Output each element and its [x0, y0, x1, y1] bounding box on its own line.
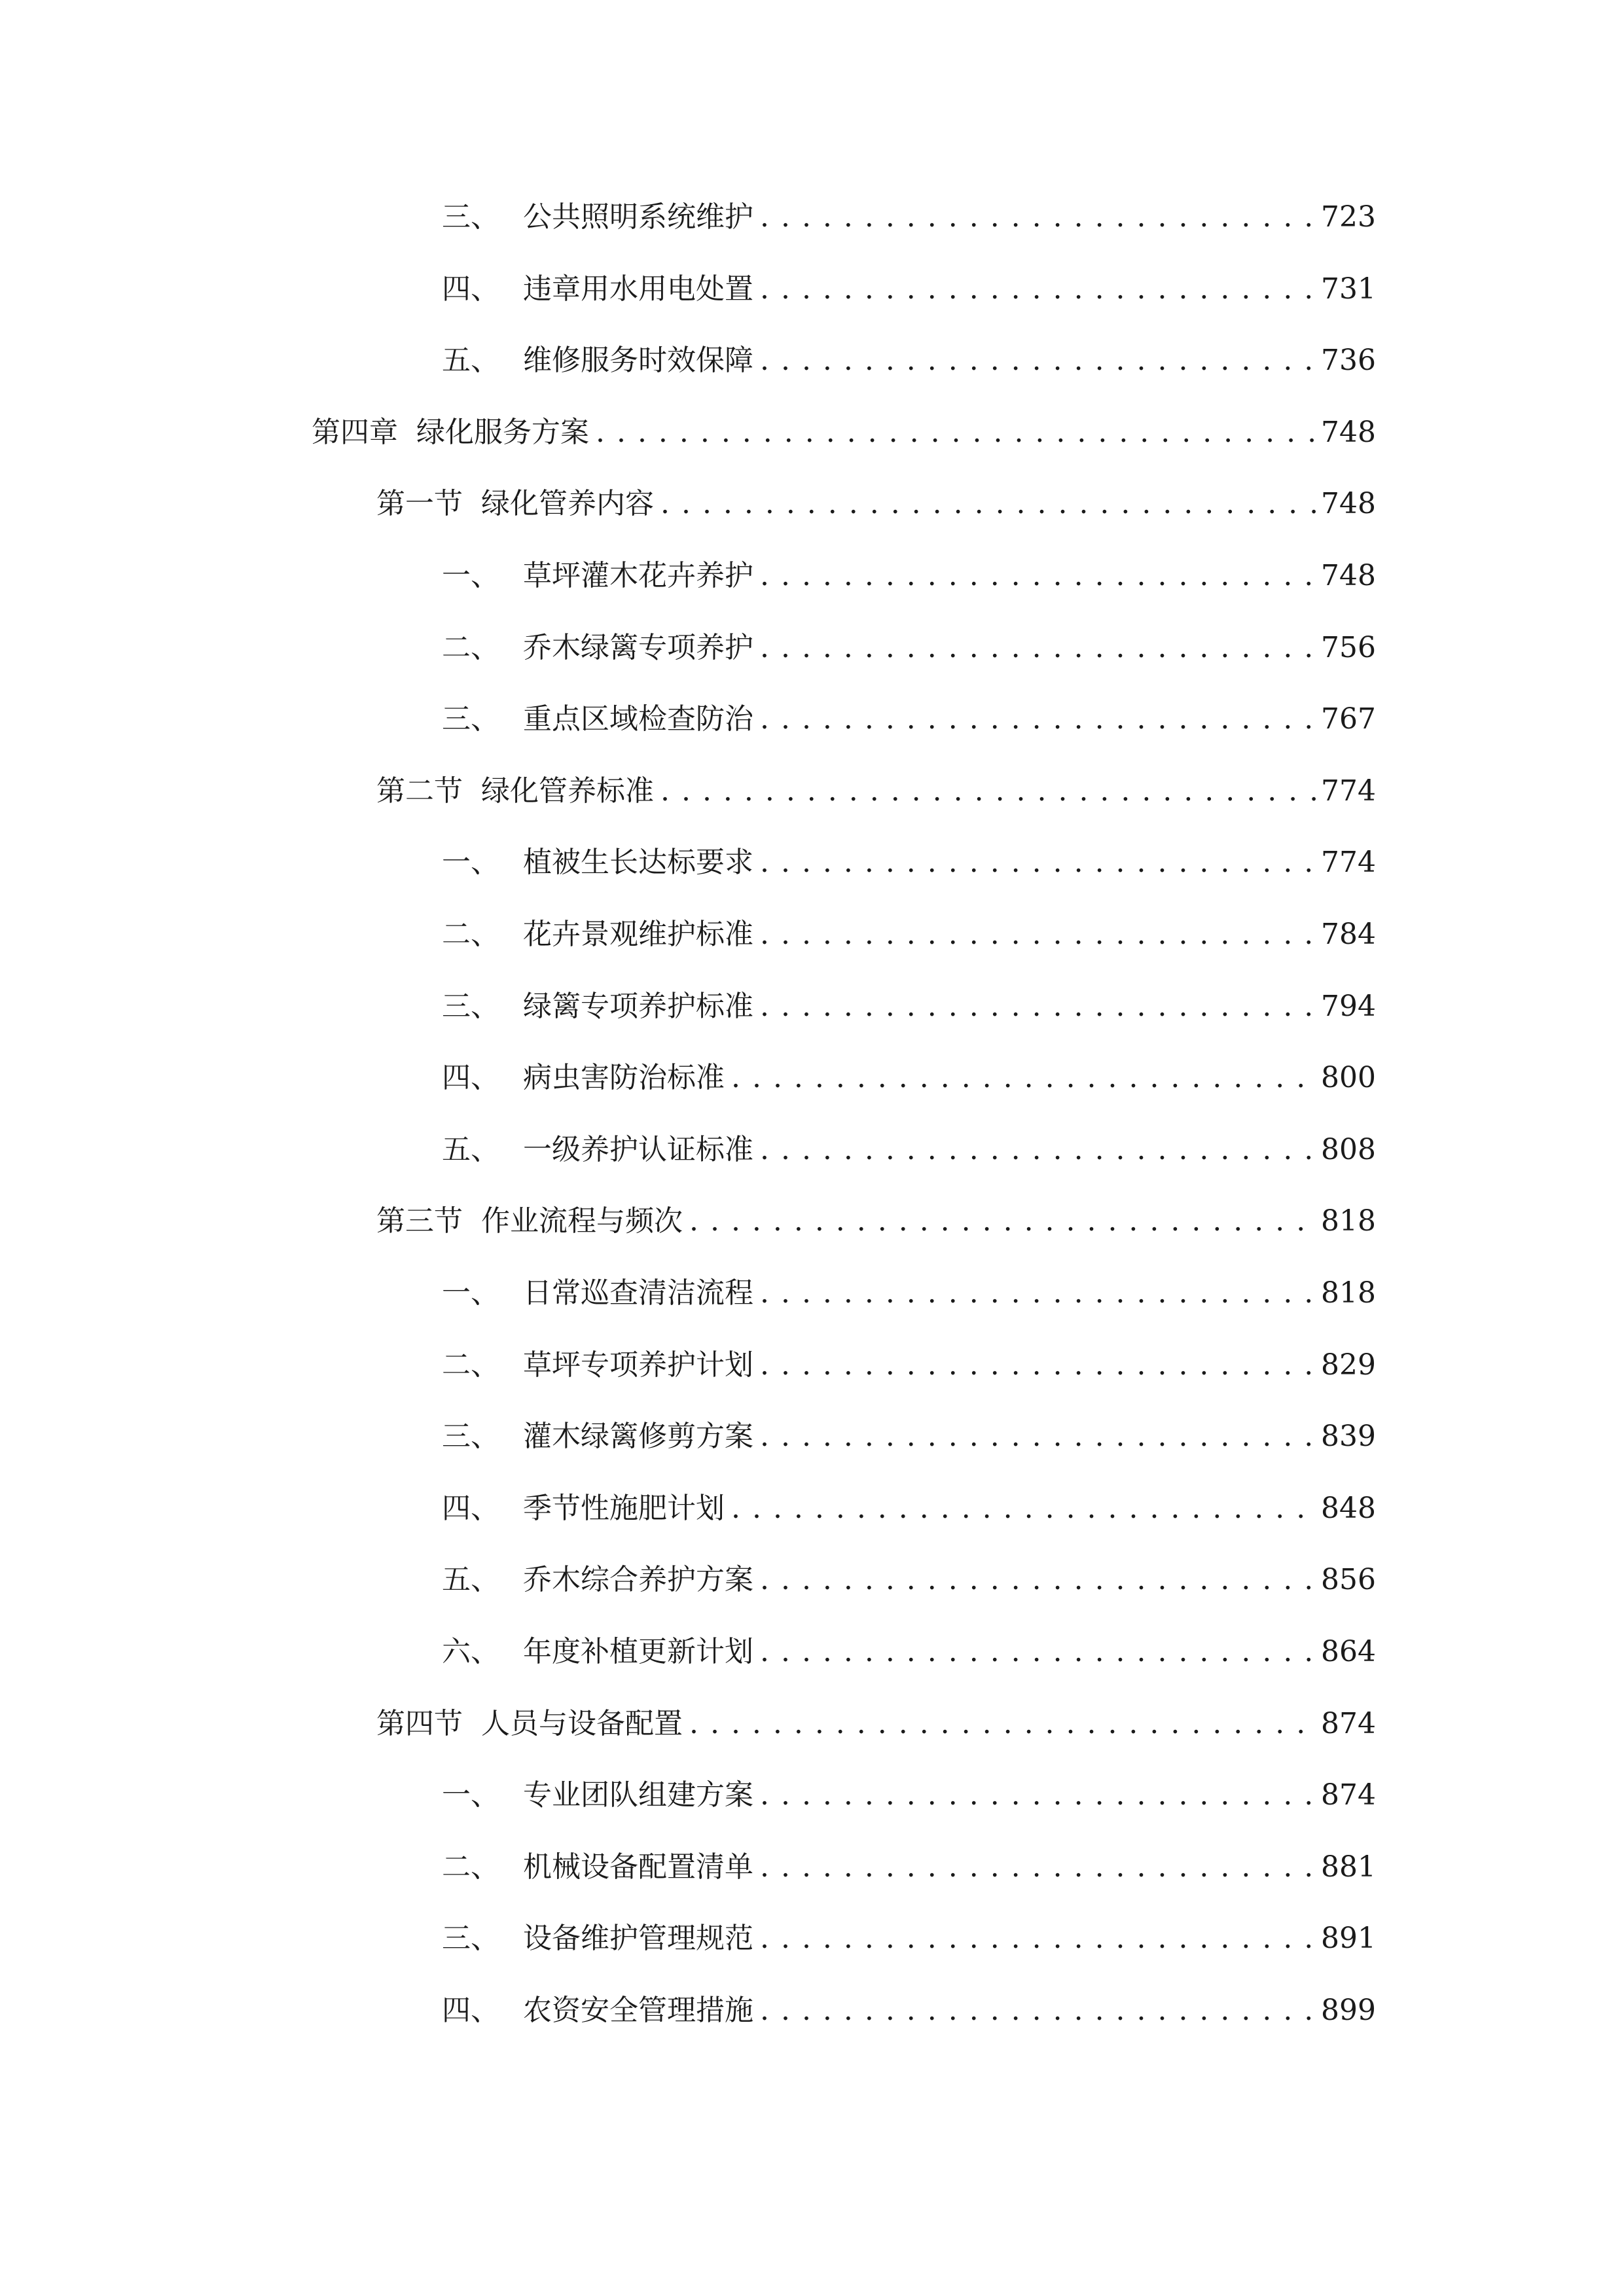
toc-dot-leader	[760, 908, 1316, 961]
toc-dot-leader	[760, 334, 1316, 387]
toc-page-number: 723	[1321, 200, 1376, 234]
toc-entry-number: 三、	[442, 990, 499, 1023]
toc-entry-title: 重点区域检查防治	[523, 702, 753, 736]
toc-dot-leader	[760, 1912, 1316, 1965]
toc-page-number: 818	[1321, 1204, 1376, 1238]
toc-entry-number: 四、	[442, 272, 499, 306]
toc-entry[interactable]	[312, 406, 1376, 459]
toc-dot-leader	[760, 836, 1316, 889]
toc-entry-number: 第四节	[376, 1707, 463, 1740]
toc-page-number: 784	[1321, 918, 1376, 951]
toc-page-number: 839	[1321, 1420, 1376, 1453]
toc-entry-number: 二、	[442, 918, 499, 951]
toc-page-number: 848	[1321, 1492, 1376, 1525]
toc-dot-leader	[596, 406, 1316, 459]
toc-entry-number: 三、	[442, 1922, 499, 1955]
toc-page-number: 794	[1321, 990, 1376, 1023]
toc-entry[interactable]	[442, 693, 1376, 745]
toc-entry-number: 一、	[442, 1276, 499, 1310]
toc-dot-leader	[760, 263, 1316, 315]
toc-entry-title: 草坪专项养护计划	[523, 1348, 753, 1382]
toc-dot-leader	[760, 1554, 1316, 1606]
toc-entry-number: 一、	[442, 846, 499, 879]
toc-dot-leader	[760, 980, 1316, 1033]
toc-entry-title: 草坪灌木花卉养护	[523, 559, 753, 592]
toc-page-number: 756	[1321, 631, 1376, 664]
toc-entry-title: 机械设备配置清单	[523, 1850, 753, 1884]
toc-entry[interactable]	[442, 1912, 1376, 1965]
toc-entry-number: 三、	[442, 702, 499, 736]
toc-page-number: 829	[1321, 1348, 1376, 1382]
toc-entry[interactable]	[376, 1195, 1376, 1247]
toc-page-number: 881	[1321, 1850, 1376, 1884]
toc-entry-number: 五、	[442, 344, 499, 377]
toc-entry-title: 维修服务时效保障	[523, 344, 753, 377]
toc-dot-leader	[731, 1482, 1316, 1535]
toc-entry[interactable]	[442, 1482, 1376, 1535]
toc-entry[interactable]	[442, 1339, 1376, 1391]
toc-entry[interactable]	[442, 980, 1376, 1033]
toc-entry[interactable]	[442, 622, 1376, 674]
toc-entry-title: 设备维护管理规范	[523, 1922, 753, 1955]
toc-entry-title: 公共照明系统维护	[523, 200, 753, 234]
toc-entry-number: 第四章	[312, 416, 398, 449]
toc-entry-number: 四、	[442, 1994, 499, 2027]
toc-entry-title: 一级养护认证标准	[523, 1133, 753, 1166]
toc-entry-number: 六、	[442, 1635, 499, 1668]
toc-entry-number: 三、	[442, 1420, 499, 1453]
toc-entry-title: 季节性施肥计划	[523, 1492, 725, 1525]
toc-entry[interactable]	[442, 263, 1376, 315]
toc-page-number: 808	[1321, 1133, 1376, 1166]
toc-entry-number: 二、	[442, 1850, 499, 1884]
toc-entry-title: 花卉景观维护标准	[523, 918, 753, 951]
toc-entry-number: 第一节	[376, 487, 463, 520]
toc-entry[interactable]	[442, 908, 1376, 961]
toc-dot-leader	[760, 550, 1316, 602]
toc-entry-number: 一、	[442, 1778, 499, 1812]
toc-entry[interactable]	[442, 1841, 1376, 1893]
toc-entry-number: 第二节	[376, 774, 463, 808]
toc-entry-title: 农资安全管理措施	[523, 1994, 753, 2027]
toc-entry-number: 五、	[442, 1563, 499, 1596]
toc-page-number: 774	[1321, 774, 1376, 808]
toc-entry[interactable]	[442, 1554, 1376, 1606]
toc-page-number: 856	[1321, 1563, 1376, 1596]
toc-page-number: 874	[1321, 1707, 1376, 1740]
toc-dot-leader	[660, 478, 1316, 530]
toc-entry[interactable]	[442, 1267, 1376, 1319]
toc-entry[interactable]	[442, 1124, 1376, 1176]
toc-entry-number: 第三节	[376, 1204, 463, 1238]
toc-dot-leader	[731, 1052, 1316, 1104]
toc-dot-leader	[760, 1410, 1316, 1463]
toc-entry-title: 病虫害防治标准	[523, 1061, 725, 1094]
toc-entry-title: 植被生长达标要求	[523, 846, 753, 879]
toc-entry[interactable]	[442, 1769, 1376, 1821]
toc-dot-leader	[760, 693, 1316, 745]
toc-entry[interactable]	[442, 1626, 1376, 1678]
toc-entry-title: 日常巡查清洁流程	[523, 1276, 753, 1310]
toc-dot-leader	[760, 1626, 1316, 1678]
toc-dot-leader	[760, 1841, 1316, 1893]
toc-dot-leader	[760, 1124, 1316, 1176]
toc-entry-title: 违章用水用电处置	[523, 272, 753, 306]
toc-dot-leader	[760, 1267, 1316, 1319]
toc-page-number: 891	[1321, 1922, 1376, 1955]
toc-entry-title: 年度补植更新计划	[523, 1635, 753, 1668]
toc-dot-leader	[660, 765, 1316, 817]
toc-entry-number: 一、	[442, 559, 499, 592]
toc-entry-title: 乔木绿篱专项养护	[523, 631, 753, 664]
toc-entry-number: 二、	[442, 631, 499, 664]
toc-entry-number: 三、	[442, 200, 499, 234]
toc-entry-title: 绿化服务方案	[416, 416, 589, 449]
toc-dot-leader	[760, 1769, 1316, 1821]
toc-dot-leader	[760, 191, 1316, 243]
toc-dot-leader	[689, 1698, 1316, 1750]
toc-entry[interactable]	[442, 1410, 1376, 1463]
toc-entry[interactable]	[442, 836, 1376, 889]
toc-entry[interactable]	[442, 191, 1376, 243]
toc-page-number: 748	[1321, 559, 1376, 592]
toc-entry[interactable]	[442, 1052, 1376, 1104]
toc-entry-title: 绿化管养标准	[481, 774, 654, 808]
toc-dot-leader	[760, 1339, 1316, 1391]
toc-page-number: 731	[1321, 272, 1376, 306]
toc-page-number: 899	[1321, 1994, 1376, 2027]
toc-entry[interactable]	[442, 1984, 1376, 2037]
toc-entry-number: 四、	[442, 1061, 499, 1094]
toc-entry-title: 人员与设备配置	[481, 1707, 683, 1740]
toc-entry-title: 作业流程与频次	[481, 1204, 683, 1238]
toc-entry[interactable]	[376, 1698, 1376, 1750]
toc-entry-number: 五、	[442, 1133, 499, 1166]
toc-entry-title: 灌木绿篱修剪方案	[523, 1420, 753, 1453]
toc-dot-leader	[689, 1195, 1316, 1247]
toc-page-number: 748	[1321, 416, 1376, 449]
toc-page-number: 800	[1321, 1061, 1376, 1094]
toc-entry-number: 四、	[442, 1492, 499, 1525]
toc-entry-title: 绿化管养内容	[481, 487, 654, 520]
toc-dot-leader	[760, 1984, 1316, 2037]
toc-entry[interactable]	[442, 334, 1376, 387]
toc-page-number: 767	[1321, 702, 1376, 736]
toc-entry-number: 二、	[442, 1348, 499, 1382]
toc-entry-title: 专业团队组建方案	[523, 1778, 753, 1812]
toc-page-number: 748	[1321, 487, 1376, 520]
toc-entry-title: 绿篱专项养护标准	[523, 990, 753, 1023]
toc-entry-title: 乔木综合养护方案	[523, 1563, 753, 1596]
toc-page-number: 874	[1321, 1778, 1376, 1812]
toc-entry[interactable]	[376, 765, 1376, 817]
toc-entry[interactable]	[376, 478, 1376, 530]
toc-page-number: 774	[1321, 846, 1376, 879]
toc-page-number: 864	[1321, 1635, 1376, 1668]
toc-page-number: 736	[1321, 344, 1376, 377]
toc-page-number: 818	[1321, 1276, 1376, 1310]
toc-entry[interactable]	[442, 550, 1376, 602]
toc-dot-leader	[760, 622, 1316, 674]
